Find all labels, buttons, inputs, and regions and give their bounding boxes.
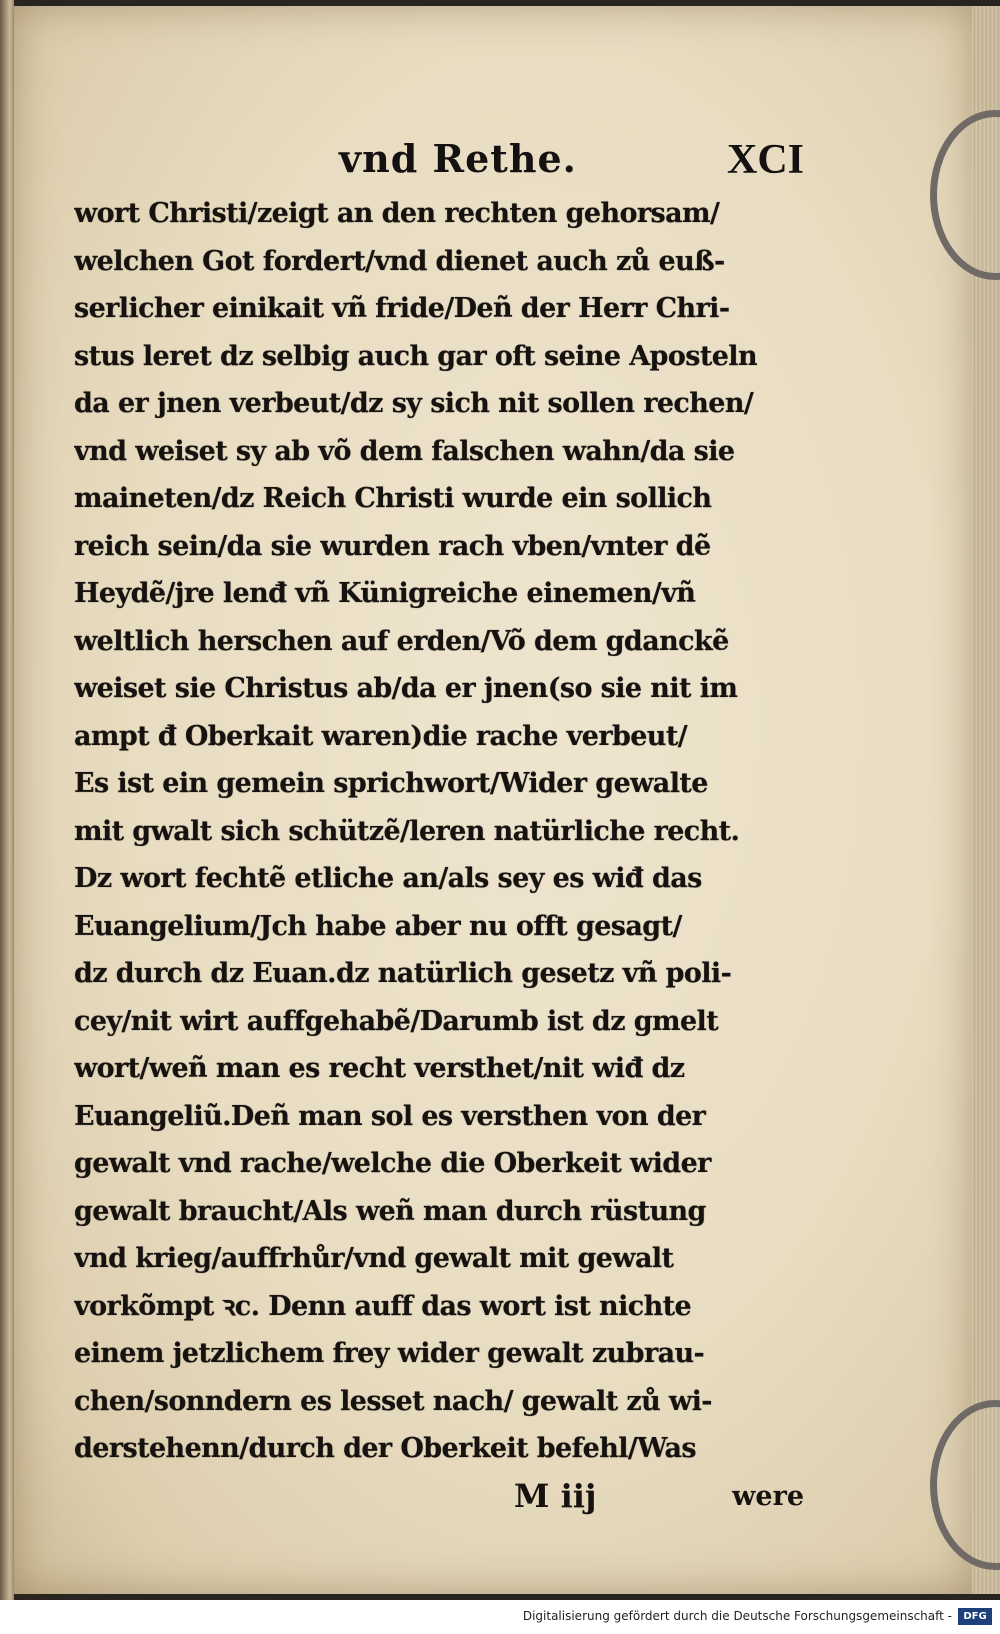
- text-line: serlicher einikait vñ fride/Deñ der Herr Chri-: [74, 293, 730, 324]
- text-line: reich sein/da sie wurden rach vben/vnter dẽ: [74, 530, 711, 562]
- text-line: Dz wort fechtẽ etliche an/als sey es wiđ das: [74, 863, 702, 894]
- text-line: Euangeliũ.Deñ man sol es versthen von der: [74, 1100, 706, 1132]
- text-line: mit gwalt sich schützẽ/leren natürliche recht.: [74, 815, 740, 847]
- text-line: stus leret dz selbig auch gar oft seine Aposteln: [74, 340, 757, 372]
- catchword: were: [732, 1480, 804, 1512]
- funding-credit: Digitalisierung gefördert durch die Deutsche Forschungsgemeinschaft -: [522, 1609, 952, 1623]
- running-head: vnd Rethe.: [339, 136, 577, 181]
- text-line: wort Christi/zeigt an den rechten gehorsam/: [74, 198, 720, 229]
- left-page-edge: [0, 0, 14, 1600]
- text-line: dz durch dz Euan.dz natürlich gesetz vñ poli-: [74, 958, 732, 989]
- text-line: da er jnen verbeut/dz sy sich nit sollen rechen/: [74, 388, 754, 419]
- book-page: [14, 6, 972, 1594]
- text-line: maineten/dz Reich Christi wurde ein sollich: [74, 483, 712, 514]
- text-line: derstehenn/durch der Oberkeit befehl/Was: [74, 1433, 697, 1464]
- signature-mark: M iij: [514, 1476, 597, 1515]
- text-line: vnd krieg/auffrhůr/vnd gewalt mit gewalt: [74, 1243, 674, 1274]
- text-line: gewalt braucht/Als weñ man durch rüstung: [74, 1195, 706, 1227]
- text-line: cey/nit wirt auffgehabẽ/Darumb ist dz gmelt: [74, 1005, 719, 1037]
- body-text: [74, 190, 804, 1473]
- text-line: weiset sie Christus ab/da er jnen(so sie nit im: [74, 673, 738, 704]
- text-block: [74, 136, 804, 1523]
- text-line: gewalt vnd rache/welche die Oberkeit wider: [74, 1148, 711, 1179]
- text-line: weltlich herschen auf erden/Võ dem gdanckẽ: [74, 625, 729, 657]
- folio-number: XCI: [726, 137, 804, 183]
- text-line: Heydẽ/jre lenđ vñ Künigreiche einemen/vñ: [74, 578, 696, 609]
- text-line: wort/weñ man es recht versthet/nit wiđ dz: [74, 1053, 685, 1084]
- footer-bar: [0, 1600, 1000, 1634]
- text-line: chen/sonndern es lesset nach/ gewalt zů wi-: [74, 1385, 712, 1417]
- header-row: [74, 136, 804, 182]
- text-line: Euangelium/Jch habe aber nu offt gesagt/: [74, 910, 682, 942]
- text-line: vnd weiset sy ab võ dem falschen wahn/da sie: [74, 435, 735, 467]
- dfg-logo: DFG: [958, 1608, 992, 1625]
- text-line: einem jetzlichem frey wider gewalt zubrau-: [74, 1338, 705, 1369]
- text-line: ampt đ Oberkait waren)die rache verbeut/: [74, 720, 687, 752]
- text-line: Es ist ein gemein sprichwort/Wider gewalte: [74, 768, 708, 799]
- text-line: vorkõmpt ꝛc. Denn auff das wort ist nichte: [74, 1290, 692, 1322]
- catch-row: [74, 1473, 804, 1523]
- text-line: welchen Got fordert/vnd dienet auch zů euß-: [74, 245, 725, 277]
